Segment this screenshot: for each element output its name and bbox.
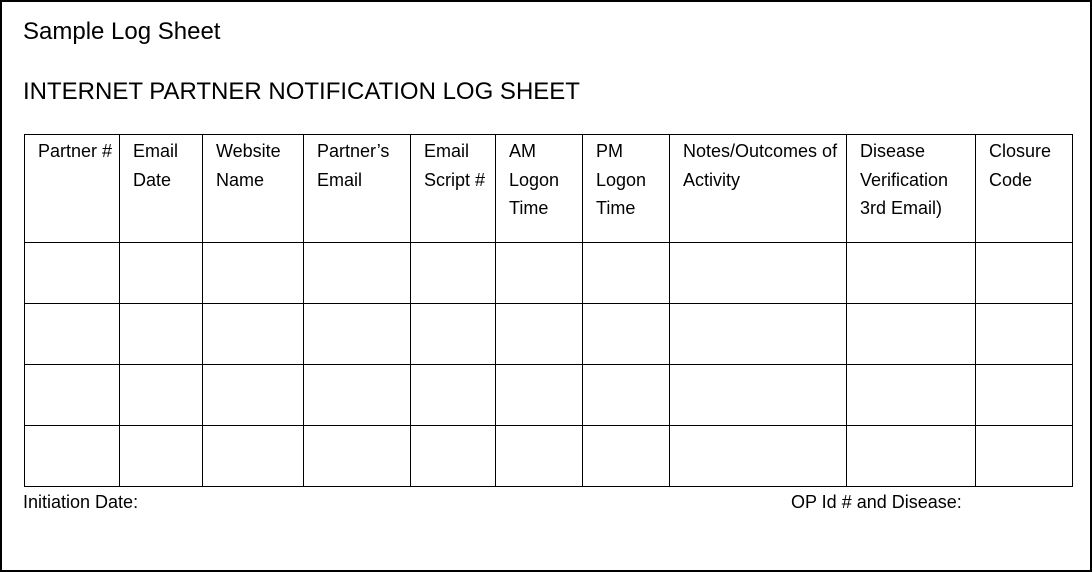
document-title: Sample Log Sheet — [23, 18, 221, 45]
table-cell — [670, 304, 847, 365]
table-cell — [976, 243, 1073, 304]
table-cell — [304, 243, 411, 304]
table-cell — [120, 365, 203, 426]
table-cell — [583, 243, 670, 304]
table-cell — [847, 426, 976, 487]
log-table — [24, 134, 1073, 487]
table-cell — [304, 365, 411, 426]
table-row — [25, 304, 1073, 365]
table-cell — [25, 426, 120, 487]
table-cell — [411, 243, 496, 304]
op-id-disease-label: OP Id # and Disease: — [791, 492, 962, 512]
table-cell — [411, 426, 496, 487]
column-header-partners-email: Partner’s Email — [304, 135, 411, 243]
table-cell — [120, 304, 203, 365]
column-header-email-script: Email Script # — [411, 135, 496, 243]
table-cell — [496, 365, 583, 426]
table-row — [25, 365, 1073, 426]
column-header-partner: Partner # — [25, 135, 120, 243]
table-cell — [120, 426, 203, 487]
table-cell — [411, 365, 496, 426]
table-cell — [304, 426, 411, 487]
table-cell — [670, 365, 847, 426]
table-cell — [670, 243, 847, 304]
table-cell — [583, 426, 670, 487]
table-cell — [583, 365, 670, 426]
table-cell — [670, 426, 847, 487]
table-cell — [976, 365, 1073, 426]
table-cell — [203, 243, 304, 304]
table-cell — [583, 304, 670, 365]
table-cell — [847, 243, 976, 304]
column-header-am-logon-time: AM Logon Time — [496, 135, 583, 243]
table-cell — [203, 365, 304, 426]
table-cell — [496, 304, 583, 365]
table-cell — [25, 243, 120, 304]
column-header-closure-code: Closure Code — [976, 135, 1073, 243]
table-cell — [847, 365, 976, 426]
table-cell — [411, 304, 496, 365]
table-row — [25, 243, 1073, 304]
table-cell — [976, 304, 1073, 365]
header-row — [25, 135, 1073, 243]
table-cell — [304, 304, 411, 365]
table-cell — [976, 426, 1073, 487]
table-cell — [25, 304, 120, 365]
table-cell — [203, 304, 304, 365]
column-header-email-date: Email Date — [120, 135, 203, 243]
table-cell — [25, 365, 120, 426]
column-header-website-name: Website Name — [203, 135, 304, 243]
table-cell — [496, 426, 583, 487]
table-row — [25, 426, 1073, 487]
column-header-notes-outcomes: Notes/Outcomes of Activity — [670, 135, 847, 243]
table-cell — [496, 243, 583, 304]
table-cell — [203, 426, 304, 487]
table-cell — [120, 243, 203, 304]
sheet-title: INTERNET PARTNER NOTIFICATION LOG SHEET — [23, 78, 580, 105]
initiation-date-label: Initiation Date: — [23, 492, 139, 512]
column-header-pm-logon-time: PM Logon Time — [583, 135, 670, 243]
column-header-disease-verification: Disease Verification 3rd Email) — [847, 135, 976, 243]
table-cell — [847, 304, 976, 365]
